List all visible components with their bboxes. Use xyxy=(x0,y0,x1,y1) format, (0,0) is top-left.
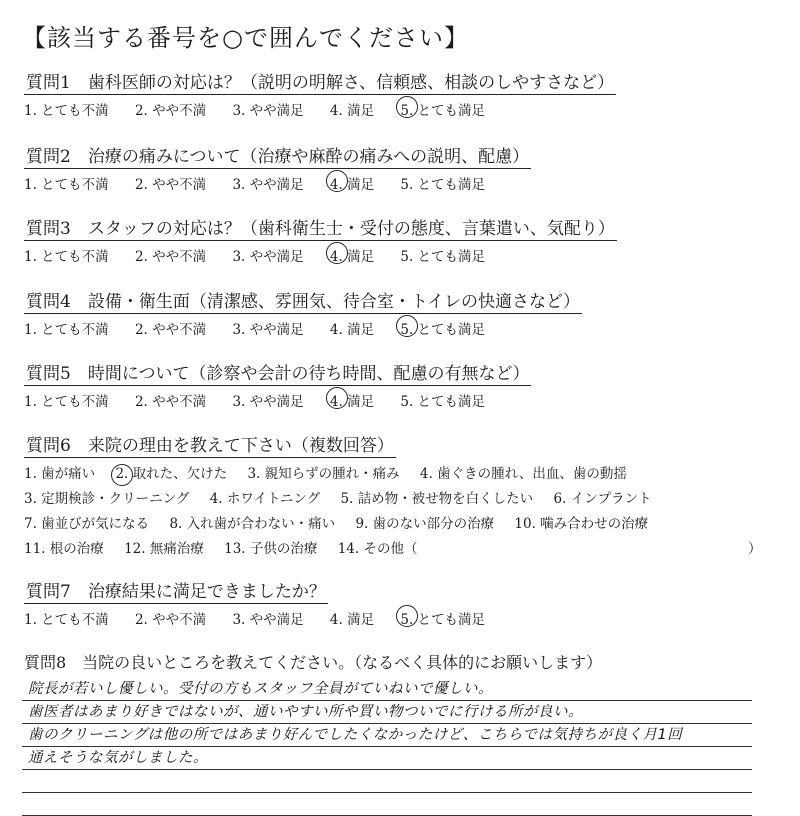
question-title: 質問1 歯科医師の対応は？（説明の明解さ、信頼感、相談のしやすさなど） xyxy=(24,68,616,95)
question-title: 質問3 スタッフの対応は？（歯科衛生士・受付の態度、言葉遣い、気配り） xyxy=(24,214,617,241)
rating-option-5[interactable]: 5. とても満足 xyxy=(400,249,486,265)
rating-option-3[interactable]: 3. やや満足 xyxy=(232,394,304,410)
rating-option-1[interactable]: 1. とても不満 xyxy=(24,249,109,265)
rating-option-2[interactable]: 2. やや不満 xyxy=(134,249,207,265)
rating-option-1[interactable]: 1. とても不満 xyxy=(24,103,109,119)
reason-option-chipped-circled[interactable]: 2. 取れた、欠けた xyxy=(115,462,227,487)
reason-option-painless[interactable]: 12. 無痛治療 xyxy=(124,541,204,557)
question-4 xyxy=(24,287,582,338)
reason-options xyxy=(24,462,762,562)
rating-option-4-circled[interactable]: 4. 満足 xyxy=(330,390,374,410)
reason-option-other[interactable]: 14. その他（ xyxy=(337,541,418,557)
reason-option-fillings[interactable]: 5. 詰め物・被せ物を白くしたい xyxy=(340,491,534,507)
rating-option-5-circled[interactable]: 5. とても満足 xyxy=(400,318,485,338)
question-1 xyxy=(24,68,616,119)
answer-line-2: 歯医者はあまり好きではないが、通いやすい所や買い物ついでに行ける所が良い。 xyxy=(22,701,752,724)
rating-option-4-circled[interactable]: 4. 満足 xyxy=(330,245,374,265)
reason-option-root-canal[interactable]: 11. 根の治療 xyxy=(24,541,104,557)
question-title: 質問5 時間について（診察や会計の待ち時間、配慮の有無など） xyxy=(24,359,531,386)
question-8 xyxy=(24,650,602,673)
rating-options xyxy=(24,608,507,628)
reason-option-toothache[interactable]: 1. 歯が痛い xyxy=(24,466,96,482)
reason-row-4 xyxy=(24,537,762,562)
question-title: 質問7 治療結果に満足できましたか？ xyxy=(24,577,328,604)
rating-option-1[interactable]: 1. とても不満 xyxy=(24,322,109,338)
reason-row-3 xyxy=(24,512,668,537)
answer-line-4: 通えそうな気がしました。 xyxy=(22,747,752,770)
rating-option-3[interactable]: 3. やや満足 xyxy=(232,249,304,265)
rating-option-5-circled[interactable]: 5. とても満足 xyxy=(400,608,485,628)
rating-option-2[interactable]: 2. やや不満 xyxy=(134,612,207,628)
rating-options xyxy=(24,245,617,265)
rating-option-3[interactable]: 3. やや満足 xyxy=(232,612,304,628)
page-title: 【該当する番号を○で囲んでください】 xyxy=(22,24,469,52)
question-3 xyxy=(24,214,617,265)
reason-option-bite[interactable]: 10. 噛み合わせの治療 xyxy=(514,516,649,532)
reason-option-gums[interactable]: 4. 歯ぐきの腫れ、出血、歯の動揺 xyxy=(419,466,627,482)
rating-option-4[interactable]: 4. 満足 xyxy=(329,322,375,338)
rating-option-5[interactable]: 5. とても満足 xyxy=(400,177,486,193)
answer-line-1: 院長が若いし優しい。受付の方もスタッフ全員がていねいで優しい。 xyxy=(22,678,752,701)
rating-option-1[interactable]: 1. とても不満 xyxy=(24,394,109,410)
question-title: 質問8 当院の良いところを教えてください。（なるべく具体的にお願いします） xyxy=(24,653,603,672)
rating-options xyxy=(24,318,582,338)
rating-option-3[interactable]: 3. やや満足 xyxy=(232,177,304,193)
reason-option-checkup[interactable]: 3. 定期検診・クリーニング xyxy=(24,491,190,507)
reason-option-wisdom-tooth[interactable]: 3. 親知らずの腫れ・痛み xyxy=(247,466,400,482)
answer-line-5 xyxy=(22,770,752,793)
reason-option-whitening[interactable]: 4. ホワイトニング xyxy=(209,491,321,507)
reason-row-2 xyxy=(24,487,668,512)
other-close-paren: ） xyxy=(748,541,762,557)
reason-option-implant[interactable]: 6. インプラント xyxy=(553,491,652,507)
freeform-answer[interactable] xyxy=(22,678,752,816)
rating-options xyxy=(24,390,531,410)
question-7 xyxy=(24,577,507,628)
question-6 xyxy=(24,431,762,562)
rating-option-2[interactable]: 2. やや不満 xyxy=(134,103,207,119)
rating-option-5[interactable]: 5. とても満足 xyxy=(400,394,486,410)
answer-line-3: 歯のクリーニングは他の所ではあまり好んでしたくなかったけど、こちらでは気持ちが良く月1回 xyxy=(22,724,752,747)
rating-option-2[interactable]: 2. やや不満 xyxy=(134,394,207,410)
question-5 xyxy=(24,359,531,410)
rating-options xyxy=(24,173,531,193)
reason-option-children[interactable]: 13. 子供の治療 xyxy=(224,541,318,557)
question-title: 質問4 設備・衛生面（清潔感、雰囲気、待合室・トイレの快適さなど） xyxy=(24,287,582,314)
reason-row-1 xyxy=(24,462,668,487)
rating-option-4-circled[interactable]: 4. 満足 xyxy=(330,173,374,193)
rating-options xyxy=(24,99,616,119)
reason-option-alignment[interactable]: 7. 歯並びが気になる xyxy=(24,516,150,532)
rating-option-2[interactable]: 2. やや不満 xyxy=(134,322,207,338)
rating-option-4[interactable]: 4. 満足 xyxy=(329,103,375,119)
reason-option-dentures[interactable]: 8. 入れ歯が合わない・痛い xyxy=(169,516,336,532)
question-title: 質問6 来院の理由を教えて下さい（複数回答） xyxy=(24,431,396,458)
rating-option-5-circled[interactable]: 5. とても満足 xyxy=(400,99,485,119)
rating-option-3[interactable]: 3. やや満足 xyxy=(232,322,304,338)
question-title: 質問2 治療の痛みについて（治療や麻酔の痛みへの説明、配慮） xyxy=(24,142,531,169)
rating-option-1[interactable]: 1. とても不満 xyxy=(24,612,109,628)
rating-option-3[interactable]: 3. やや満足 xyxy=(232,103,304,119)
rating-option-2[interactable]: 2. やや不満 xyxy=(134,177,207,193)
reason-option-missing-teeth[interactable]: 9. 歯のない部分の治療 xyxy=(355,516,495,532)
question-2 xyxy=(24,142,531,193)
rating-option-1[interactable]: 1. とても不満 xyxy=(24,177,109,193)
rating-option-4[interactable]: 4. 満足 xyxy=(329,612,375,628)
